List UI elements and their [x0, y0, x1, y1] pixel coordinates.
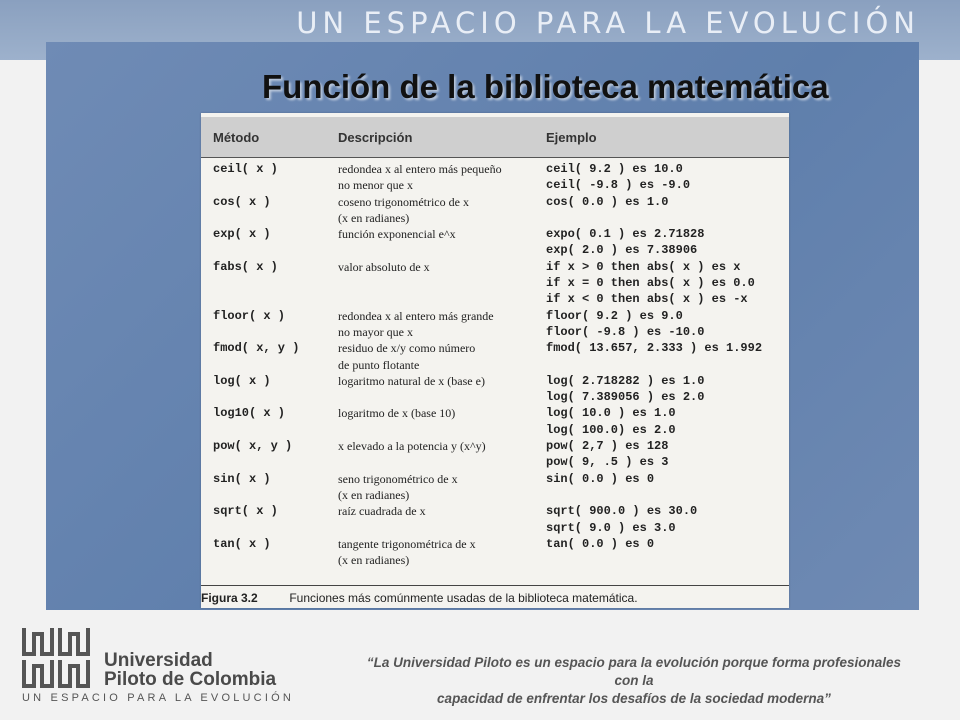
table-row: [201, 194, 789, 227]
method-cell: log10( x ): [213, 406, 286, 421]
description-line: redondea x al entero más grande: [338, 308, 494, 323]
example-line: log( 10.0 ) es 1.0: [546, 406, 676, 421]
book-figure: [201, 113, 789, 608]
header-description: Descripción: [338, 130, 413, 145]
table-row: [201, 438, 789, 471]
method-cell: fabs( x ): [213, 259, 278, 274]
table-row: [201, 161, 789, 194]
method-cell: pow( x, y ): [213, 439, 293, 454]
method-cell: exp( x ): [213, 227, 271, 242]
description-line: residuo de x/y como número: [338, 341, 476, 356]
description-cell: [338, 340, 538, 373]
example-cell: [546, 340, 762, 356]
example-line: ceil( 9.2 ) es 10.0: [546, 162, 683, 176]
method-cell: floor( x ): [213, 308, 286, 323]
description-cell: [338, 226, 538, 242]
table-header: [201, 117, 789, 158]
header-example: Ejemplo: [546, 130, 597, 145]
example-cell: [546, 194, 668, 210]
example-cell: [546, 471, 654, 487]
figure-number: Figura 3.2: [201, 591, 258, 605]
example-line: floor( 9.2 ) es 9.0: [546, 308, 683, 323]
description-line: seno trigonométrico de x: [338, 471, 458, 486]
description-cell: [338, 373, 538, 389]
example-line: fmod( 13.657, 2.333 ) es 1.992: [546, 341, 763, 356]
description-cell: [338, 536, 538, 569]
example-line: cos( 0.0 ) es 1.0: [546, 194, 669, 209]
description-line: (x en radianes): [338, 210, 410, 225]
description-cell: [338, 161, 538, 194]
method-cell: sqrt( x ): [213, 504, 278, 519]
table-row: [201, 308, 789, 341]
header-tagline: UN ESPACIO PARA LA EVOLUCIÓN: [296, 6, 920, 40]
method-cell: fmod( x, y ): [213, 341, 300, 356]
description-cell: [338, 471, 538, 504]
example-line: pow( 9, .5 ) es 3: [546, 455, 669, 470]
example-line: sin( 0.0 ) es 0: [546, 471, 655, 486]
description-line: no menor que x: [338, 178, 413, 193]
example-cell: [546, 259, 755, 308]
example-line: exp( 2.0 ) es 7.38906: [546, 243, 698, 258]
example-line: if x < 0 then abs( x ) es -x: [546, 292, 748, 307]
description-line: de punto flotante: [338, 357, 420, 372]
description-line: redondea x al entero más pequeño: [338, 162, 502, 176]
description-cell: [338, 194, 538, 227]
description-line: función exponencial e^x: [338, 227, 456, 242]
example-line: pow( 2,7 ) es 128: [546, 439, 669, 454]
description-line: valor absoluto de x: [338, 259, 430, 274]
method-cell: tan( x ): [213, 536, 271, 551]
example-line: sqrt( 900.0 ) es 30.0: [546, 504, 698, 519]
table-row: [201, 340, 789, 373]
description-cell: [338, 438, 538, 454]
table-bottom-rule: [201, 585, 789, 586]
quote-line-1: “La Universidad Piloto es un espacio para la evolución porque forma profesionales con la: [366, 655, 902, 688]
example-cell: [546, 161, 690, 194]
footer-quote: [364, 654, 904, 708]
method-cell: cos( x ): [213, 194, 271, 209]
example-line: if x > 0 then abs( x ) es x: [546, 259, 741, 274]
slide-title: Función de la biblioteca matemática: [262, 68, 829, 105]
example-cell: [546, 503, 697, 536]
example-cell: [546, 226, 704, 259]
table-row: [201, 536, 789, 569]
figure-caption-text: Funciones más comúnmente usadas de la biblioteca matemática.: [289, 591, 638, 605]
table-row: [201, 503, 789, 536]
logo-name-line1: Universidad: [104, 650, 213, 671]
example-line: sqrt( 9.0 ) es 3.0: [546, 520, 676, 535]
description-line: x elevado a la potencia y (x^y): [338, 439, 486, 454]
description-cell: [338, 503, 538, 519]
description-line: coseno trigonométrico de x: [338, 194, 469, 209]
description-line: (x en radianes): [338, 487, 410, 502]
example-line: log( 7.389056 ) es 2.0: [546, 390, 705, 405]
header-method: Método: [213, 130, 260, 145]
figure-caption: [201, 591, 638, 605]
description-cell: [338, 259, 538, 275]
example-line: tan( 0.0 ) es 0: [546, 536, 655, 551]
example-line: log( 100.0) es 2.0: [546, 422, 676, 437]
example-line: log( 2.718282 ) es 1.0: [546, 373, 705, 388]
example-cell: [546, 438, 668, 471]
example-line: ceil( -9.8 ) es -9.0: [546, 178, 691, 193]
example-line: expo( 0.1 ) es 2.71828: [546, 227, 705, 242]
logo-name-line2: Piloto de Colombia: [104, 669, 277, 690]
example-cell: [546, 536, 654, 552]
table-row: [201, 259, 789, 308]
table-row: [201, 405, 789, 438]
example-cell: [546, 373, 704, 406]
description-line: logaritmo natural de x (base e): [338, 373, 485, 388]
description-line: raíz cuadrada de x: [338, 504, 426, 519]
example-cell: [546, 308, 704, 341]
method-cell: ceil( x ): [213, 162, 278, 176]
table-body: [201, 161, 789, 568]
description-line: (x en radianes): [338, 553, 410, 568]
university-logo-icon: [22, 626, 100, 688]
example-cell: [546, 405, 676, 438]
description-cell: [338, 308, 538, 341]
description-line: logaritmo de x (base 10): [338, 406, 456, 421]
example-line: floor( -9.8 ) es -10.0: [546, 324, 705, 339]
logo-tagline: UN ESPACIO PARA LA EVOLUCIÓN: [22, 692, 294, 704]
description-line: tangente trigonométrica de x: [338, 536, 476, 551]
example-line: if x = 0 then abs( x ) es 0.0: [546, 276, 755, 291]
description-line: no mayor que x: [338, 324, 413, 339]
description-cell: [338, 405, 538, 421]
method-cell: log( x ): [213, 373, 271, 388]
table-row: [201, 226, 789, 259]
table-row: [201, 373, 789, 406]
method-cell: sin( x ): [213, 471, 271, 486]
table-row: [201, 471, 789, 504]
quote-line-2: capacidad de enfrentar los desafíos de la sociedad moderna”: [437, 691, 831, 706]
logo-name: [104, 651, 276, 689]
